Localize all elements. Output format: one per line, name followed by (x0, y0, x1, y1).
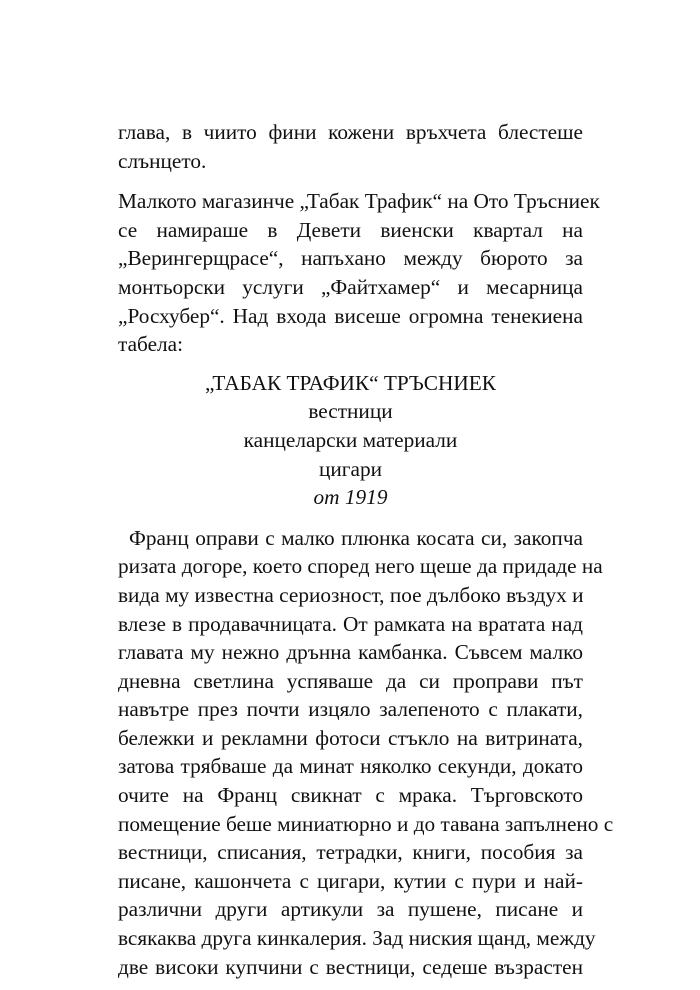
text-line: главата му нежно дрънна камбанка. Съвсем малко (118, 640, 583, 665)
text-line: писане, кашончета с цигари, кутии с пури и най- (118, 868, 583, 893)
text-line: глава, в чиито фини кожени връхчета блестеше (118, 120, 583, 144)
text-line: помещение беше миниатюрно и до тавана запълнено с (118, 811, 614, 836)
text-line: всякаква друга кинкалерия. Зад ниския щанд, между (118, 926, 596, 951)
text-line: влезе в продавачницата. От рамката на вратата над (118, 611, 583, 636)
paragraph-franz-enters (118, 524, 614, 982)
sign-year: от 1919 (313, 485, 388, 510)
text-line: две високи купчини с вестници, седеше възрастен (118, 954, 583, 979)
book-page (118, 118, 614, 981)
text-line: „Верингерщрасе“, напъхано между бюрото за (118, 246, 583, 271)
sign-line: вестници (308, 399, 393, 424)
text-line: слънцето. (118, 148, 207, 173)
text-line: ризата догоре, което според него щеше да придаде на (118, 554, 603, 579)
text-line: вестници, списания, тетрадки, книги, пособия за (118, 840, 583, 865)
text-line: вида му известна сериозност, пое дълбоко въздух и (118, 582, 584, 607)
text-line: се намираше в Девети виенски квартал на (118, 217, 583, 242)
sign-line: цигари (318, 456, 383, 481)
text-line: „Росхубер“. Над входа висеше огромна тенекиена (118, 303, 583, 328)
paragraph-shop-description (118, 187, 600, 359)
text-line: бележки и рекламни фотоси стъкло на витрината, (118, 725, 583, 750)
text-line: затова трябваше да минат няколко секунди, докато (118, 754, 583, 779)
shop-sign (118, 369, 583, 512)
text-line: Франц оправи с малко плюнка косата си, закопча (129, 525, 583, 550)
text-line: различни други артикули за пушене, писане и (118, 897, 583, 922)
text-line: дневна светлина успяваше да си проправи път (118, 668, 583, 693)
text-line: навътре през почти изцяло залепеното с плакати, (118, 697, 583, 722)
sign-title: „ТАБАК ТРАФИК“ ТРЪСНИЕК (205, 370, 496, 395)
text-line: монтьорски услуги „Файтхамер“ и месарница (118, 274, 583, 299)
paragraph-continuation (118, 118, 583, 175)
text-line: Малкото магазинче „Табак Трафик“ на Ото Тръсниек (118, 189, 600, 214)
text-line: табела: (118, 332, 184, 357)
text-line: очите на Франц свикнат с мрака. Търговското (118, 783, 583, 808)
sign-line: канцеларски материали (243, 427, 458, 452)
